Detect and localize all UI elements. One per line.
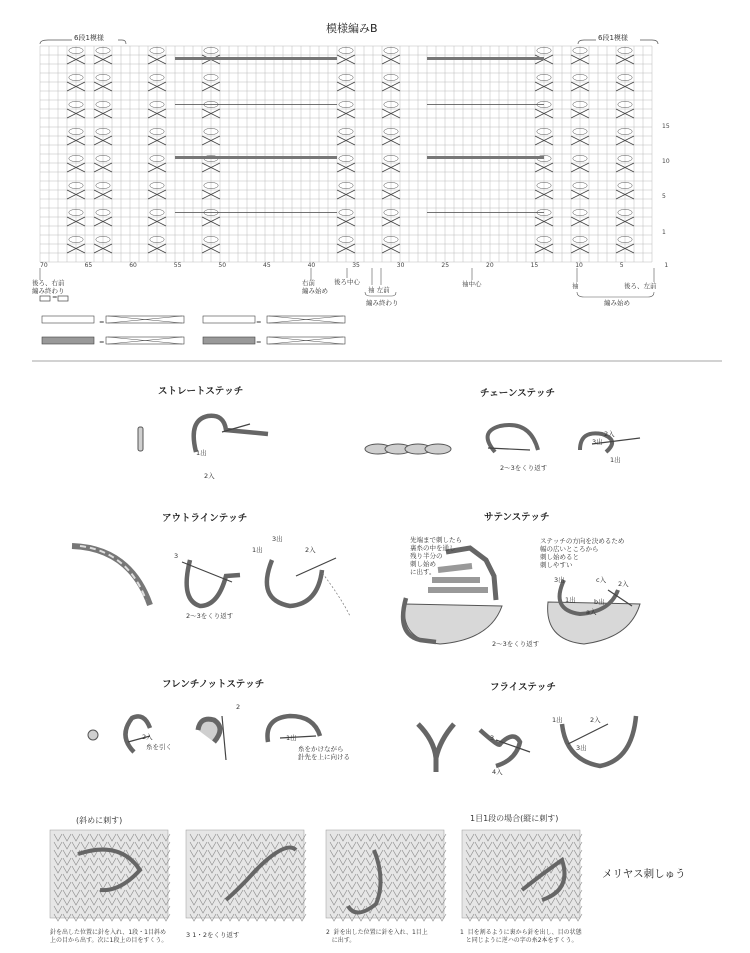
- meriyasu-step3: 3 1・2をくり返す: [186, 931, 240, 939]
- chain-p1: 1出: [610, 456, 621, 464]
- legend-eq-5: =: [256, 338, 262, 346]
- fly-stitch-sample: [418, 724, 454, 772]
- label-start: 編み始め: [604, 299, 630, 307]
- label-sleeve-center: 袖中心: [462, 280, 482, 288]
- french-knot-step2: [198, 719, 220, 742]
- chart-title: 模様編みB: [326, 22, 378, 35]
- satin-p3: 3出: [554, 576, 565, 584]
- chain-repeat: 2〜3をくり返す: [500, 464, 548, 472]
- fly-stitch-step1: [480, 730, 520, 766]
- meriyasu-panel: [50, 830, 170, 921]
- meriyasu-step1: 針を出した位置に針を入れ、1段・1目斜め 上の目から出す。次に1段上の目をすくう。: [50, 929, 168, 944]
- row-number-1: 1: [662, 229, 666, 236]
- legend-eq-2: =: [99, 318, 105, 326]
- row-number-15: 15: [662, 123, 670, 130]
- meriyasu-panel: [186, 830, 306, 921]
- meriyasu-panel: [462, 830, 582, 921]
- row-number-5: 5: [662, 193, 666, 200]
- chain-p3: 3出: [592, 438, 603, 446]
- repeat-label-right: 6段1模様: [598, 34, 628, 42]
- satin-b: b出: [594, 598, 605, 606]
- outline-p3b: 3出: [272, 535, 283, 543]
- fly-p2: 2入: [590, 716, 601, 724]
- column-number: 35: [352, 262, 360, 269]
- column-number: 25: [441, 262, 450, 269]
- outline-p1: 1出: [252, 546, 263, 554]
- outline-stitch-title: アウトラインテッチ: [162, 513, 248, 524]
- straight-stitch-sample: [138, 427, 143, 451]
- column-number: 15: [530, 262, 539, 269]
- label-right-front-start: 右前 編み始め: [302, 279, 328, 295]
- column-number: 5: [619, 262, 624, 269]
- fly-p3b: 3: [490, 734, 495, 742]
- straight-p2: 2入: [204, 472, 215, 480]
- straight-p1: 1出: [196, 449, 207, 457]
- column-number: 45: [263, 262, 271, 269]
- label-sleeve: 袖: [572, 282, 579, 290]
- outline-p2: 2入: [305, 546, 316, 554]
- repeat-label-left: 6段1模様: [74, 34, 104, 42]
- meriyasu-vert-label: 1目1段の場合(縦に刺す): [470, 814, 559, 823]
- chain-p2: 2入: [604, 430, 615, 438]
- column-number: 65: [84, 262, 93, 269]
- column-number: 40: [307, 262, 316, 269]
- outline-p3: 3: [174, 552, 179, 560]
- satin-note2: ステッチの方向を決めるため 幅の広いところから 刺し始めると 刺しやすい: [540, 537, 625, 569]
- fly-stitch-title: フライステッチ: [490, 682, 556, 693]
- fly-p1: 1出: [552, 716, 563, 724]
- straight-stitch-thread: [194, 416, 268, 452]
- chain-stitch-title: チェーンステッチ: [480, 388, 556, 399]
- french-p1: 1出: [286, 734, 297, 742]
- satin-c: c入: [596, 576, 607, 584]
- label-finish: 編み終わり: [366, 299, 399, 307]
- repeat-bracket-left: [40, 40, 126, 44]
- column-number: 10: [575, 262, 583, 269]
- meriyasu-title: メリヤス刺しゅう: [602, 868, 686, 880]
- satin-a: a入: [586, 608, 597, 616]
- fly-p3: 3出: [576, 744, 587, 752]
- repeat-bracket-right: [578, 40, 658, 44]
- outline-repeat: 2〜3をくり返す: [186, 612, 234, 620]
- satin-p1: 1出: [565, 596, 576, 604]
- column-number: 1: [664, 262, 669, 269]
- satin-stitch-title: サテンステッチ: [484, 512, 550, 523]
- french-pull: 糸を引く: [146, 743, 172, 751]
- french-knot-title: フレンチノットステッチ: [162, 679, 265, 690]
- french-twist: 糸をかけながら 針先を上に向ける: [298, 745, 350, 761]
- meriyasu-panels: [50, 830, 582, 921]
- chart-grid: [40, 46, 652, 262]
- column-number: 20: [486, 262, 494, 269]
- column-number: 60: [129, 262, 137, 269]
- label-back-right: 後ろ、右前 編み終わり: [32, 279, 65, 295]
- column-number: 70: [40, 262, 48, 269]
- label-back-left: 後ろ、左前: [624, 282, 657, 290]
- outline-stitch-step2: [267, 560, 322, 606]
- meriyasu-panel: [326, 830, 446, 921]
- label-sleeve-left: 袖 左前: [368, 286, 390, 294]
- column-number: 30: [396, 262, 405, 269]
- satin-p2: 2入: [618, 580, 629, 588]
- row-number-10: 10: [662, 158, 670, 165]
- column-number: 55: [173, 262, 182, 269]
- legend-eq-4: =: [99, 338, 105, 346]
- satin-note1: 先端まで刺したら 裏糸の中を通し 残り半分の 刺し始め に出す。: [410, 536, 462, 576]
- legend-eq-1: =: [52, 293, 58, 301]
- french-knot-sample: [88, 730, 98, 740]
- french-p2: 2入: [142, 733, 153, 741]
- straight-stitch-title: ストレートステッチ: [158, 386, 244, 397]
- meriyasu-step2: 2 針を出した位置に針を入れ、1目上 に出す。: [326, 929, 428, 944]
- column-number: 50: [218, 262, 227, 269]
- fly-p4: 4入: [492, 768, 503, 776]
- label-back-center: 後ろ中心: [334, 278, 360, 286]
- chain-stitch-sample: [365, 444, 451, 454]
- chart-legend: [40, 296, 345, 344]
- french-p2b: 2: [236, 703, 241, 711]
- satin-repeat: 2〜3をくり返す: [492, 640, 540, 648]
- legend-eq-3: =: [256, 318, 262, 326]
- meriyasu-step1b: 1 目を割るように裏から針を出し、目の状態 と同じように逆ハの字の糸2本をすくう。: [460, 929, 582, 944]
- meriyasu-diag-label: (斜めに刺す): [76, 816, 123, 825]
